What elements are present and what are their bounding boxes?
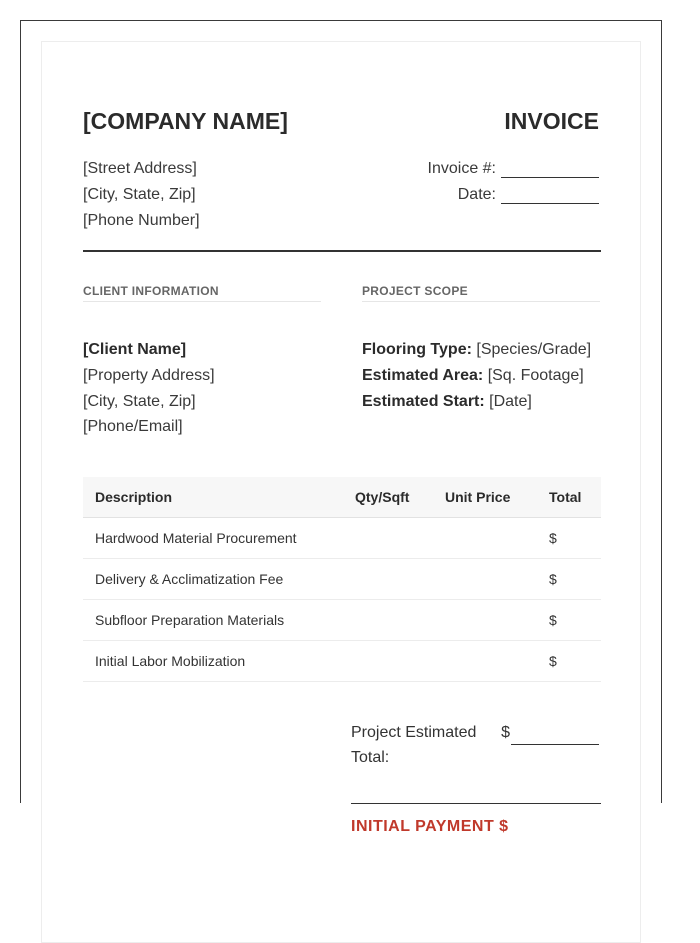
client-city-state-zip: [City, State, Zip] [83,393,196,410]
company-phone: [Phone Number] [83,212,200,229]
row-total: $ [549,641,601,682]
totals-divider [351,803,601,804]
scope-estimated-start-label: Estimated Start: [362,393,485,410]
row-qty [355,641,445,682]
scope-flooring-type-value: [Species/Grade] [476,341,592,358]
row-qty [355,518,445,559]
invoice-title: INVOICE [504,108,599,134]
row-qty [355,600,445,641]
row-description: Hardwood Material Procurement [83,518,355,559]
table-row [83,600,601,641]
invoice-page [41,41,641,943]
column-header-total: Total [549,477,601,518]
table-row [83,559,601,600]
invoice-number-blank [501,163,599,178]
table-row [83,641,601,682]
invoice-date-field [458,186,599,204]
client-phone-email: [Phone/Email] [83,418,183,435]
row-description: Delivery & Acclimatization Fee [83,559,355,600]
initial-payment-currency: $ [499,818,509,835]
scope-estimated-start-value: [Date] [489,393,532,410]
client-name: [Client Name] [83,341,187,358]
row-total: $ [549,600,601,641]
row-qty [355,559,445,600]
invoice-number-field [428,160,599,178]
column-header-description: Description [83,477,355,518]
row-unit-price [445,600,549,641]
invoice-date-label: Date: [457,186,496,203]
company-name: [COMPANY NAME] [83,108,288,134]
project-scope-heading: PROJECT SCOPE [362,284,600,302]
scope-estimated-area [362,367,584,385]
estimated-total-blank [511,728,599,745]
line-items-table-wrap [83,477,601,682]
scope-flooring-type [362,341,591,359]
initial-payment-label: INITIAL PAYMENT [351,818,495,835]
row-unit-price [445,641,549,682]
estimated-total-value [501,720,599,745]
scope-estimated-area-label: Estimated Area: [362,367,484,384]
company-street-address: [Street Address] [83,160,197,177]
row-description: Subfloor Preparation Materials [83,600,355,641]
column-header-unit-price: Unit Price [445,477,549,518]
invoice-number-label: Invoice #: [427,160,496,177]
row-total: $ [549,559,601,600]
initial-payment-row [351,818,509,836]
invoice-date-blank [501,189,599,204]
client-information-heading: CLIENT INFORMATION [83,284,321,302]
table-header-row [83,477,601,518]
row-unit-price [445,518,549,559]
scope-estimated-start [362,393,532,411]
client-property-address: [Property Address] [83,367,215,384]
row-description: Initial Labor Mobilization [83,641,355,682]
document-viewport[interactable] [20,20,662,835]
line-items-table [83,477,601,682]
scope-flooring-type-label: Flooring Type: [362,341,472,358]
scope-estimated-area-value: [Sq. Footage] [487,367,584,384]
row-total: $ [549,518,601,559]
estimated-total-label: Project Estimated Total: [351,724,477,766]
company-city-state-zip: [City, State, Zip] [83,186,196,203]
table-row [83,518,601,559]
row-unit-price [445,559,549,600]
header-divider [83,250,601,252]
estimated-total-currency: $ [501,724,510,741]
column-header-qty: Qty/Sqft [355,477,445,518]
